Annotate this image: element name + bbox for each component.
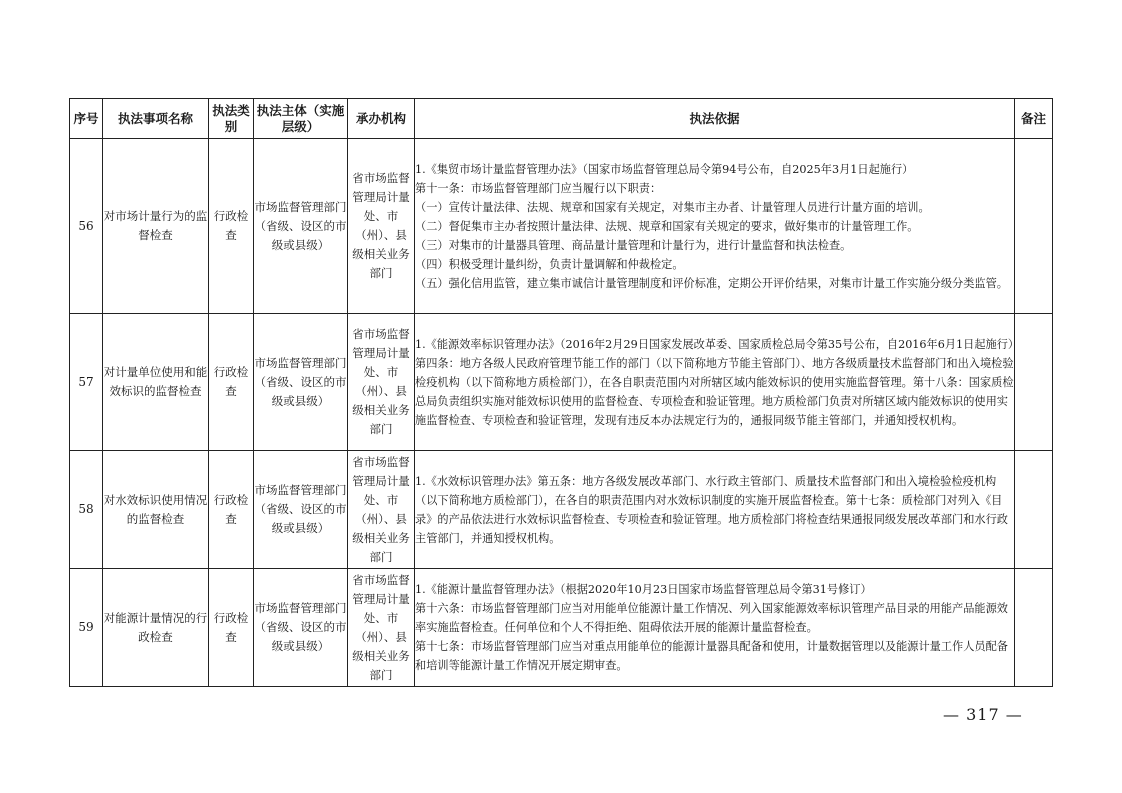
basis-paragraph: 1.《能源效率标识管理办法》（2016年2月29日国家发展改革委、国家质检总局令第35号公布，自2016年6月1日起施行） <box>415 337 1020 351</box>
cell-basis <box>415 314 1020 451</box>
cell-agency: 省市场监督管理局计量处、市（州）、县级相关业务部门 <box>348 139 415 314</box>
header-category: 执法类别 <box>209 99 254 139</box>
cell-category: 行政检查 <box>209 451 254 569</box>
cell-remark <box>1015 569 1053 687</box>
table-row <box>70 569 1053 687</box>
basis-paragraph: 第十六条：市场监督管理部门应当对用能单位能源计量工作情况、列入国家能源效率标识管理产品目录的用能产品能源效率实施监督检查。任何单位和个人不得拒绝、阻碍依法开展的能源计量监督检查。 <box>415 602 1008 634</box>
cell-seq: 57 <box>70 314 103 451</box>
table-row <box>70 451 1053 569</box>
cell-basis <box>415 451 1015 569</box>
page-number: — 317 — <box>943 705 1023 724</box>
cell-name: 对计量单位使用和能效标识的监督检查 <box>103 314 209 451</box>
basis-paragraph: （五）强化信用监管，建立集市诚信计量管理制度和评价标准，定期公开评价结果，对集市计量工作实施分级分类监管。 <box>415 276 1008 290</box>
cell-seq: 58 <box>70 451 103 569</box>
table-header-row <box>70 99 1053 139</box>
cell-remark <box>1015 451 1053 569</box>
cell-agency: 省市场监督管理局计量处、市（州）、县级相关业务部门 <box>348 451 415 569</box>
table-row <box>70 139 1053 314</box>
cell-seq: 59 <box>70 569 103 687</box>
cell-name: 对能源计量情况的行政检查 <box>103 569 209 687</box>
basis-paragraph: （三）对集市的计量器具管理、商品量计量管理和计量行为，进行计量监督和执法检查。 <box>415 238 852 252</box>
cell-name: 对市场计量行为的监督检查 <box>103 139 209 314</box>
basis-paragraph: 第四条：地方各级人民政府管理节能工作的部门（以下简称地方节能主管部门）、地方各级质量技术监督部门和出入境检验检疫机构（以下简称地方质检部门），在各自职责范围内对所辖区域内能效标识的使用实施监督管理。第十八条：国家质检总局负责组织实施对能效标识使用的监督检查、专项检查和验证管理。地方质检部门负责对所辖区域内能效标识的使用实施监督检查、专项检查和验证管理，发现有违反本办法规定行为的，通报同级节能主管部门，并通知授权机构。 <box>415 356 1014 427</box>
cell-category: 行政检查 <box>209 314 254 451</box>
basis-paragraph: 1.《集贸市场计量监督管理办法》（国家市场监督管理总局令第94号公布，自2025年3月1日起施行） <box>415 162 914 176</box>
cell-category: 行政检查 <box>209 139 254 314</box>
cell-name: 对水效标识使用情况的监督检查 <box>103 451 209 569</box>
header-seq: 序号 <box>70 99 103 139</box>
basis-paragraph: （一）宣传计量法律、法规、规章和国家有关规定，对集市主办者、计量管理人员进行计量方面的培训。 <box>415 200 930 214</box>
header-subject: 执法主体（实施层级） <box>254 99 348 139</box>
cell-remark <box>1015 139 1053 314</box>
header-remark: 备注 <box>1015 99 1053 139</box>
cell-subject: 市场监督管理部门（省级、设区的市级或县级） <box>254 569 348 687</box>
cell-remark <box>1015 314 1053 451</box>
basis-paragraph: （二）督促集市主办者按照计量法律、法规、规章和国家有关规定的要求，做好集市的计量管理工作。 <box>415 219 919 233</box>
header-agency: 承办机构 <box>348 99 415 139</box>
cell-subject: 市场监督管理部门（省级、设区的市级或县级） <box>254 451 348 569</box>
cell-subject: 市场监督管理部门（省级、设区的市级或县级） <box>254 139 348 314</box>
basis-paragraph: （四）积极受理计量纠纷，负责计量调解和仲裁检定。 <box>415 257 684 271</box>
header-name: 执法事项名称 <box>103 99 209 139</box>
header-basis: 执法依据 <box>415 99 1015 139</box>
cell-seq: 56 <box>70 139 103 314</box>
basis-paragraph: 第十一条：市场监督管理部门应当履行以下职责： <box>415 181 662 195</box>
cell-category: 行政检查 <box>209 569 254 687</box>
basis-paragraph: 第十七条：市场监督管理部门应当对重点用能单位的能源计量器具配备和使用，计量数据管理以及能源计量工作人员配备和培训等能源计量工作情况开展定期审查。 <box>415 640 1008 672</box>
cell-agency: 省市场监督管理局计量处、市（州）、县级相关业务部门 <box>348 569 415 687</box>
table-row <box>70 314 1053 451</box>
cell-basis <box>415 569 1015 687</box>
cell-basis <box>415 139 1015 314</box>
basis-paragraph: 1.《水效标识管理办法》第五条：地方各级发展改革部门、水行政主管部门、质量技术监督部门和出入境检验检疫机构（以下简称地方质检部门），在各自的职责范围内对水效标识制度的实施开展监督检查。第十七条：质检部门对列入《目录》的产品依法进行水效标识监督检查、专项检查和验证管理。地方质检部门将检查结果通报同级发展改革部门和水行政主管部门，并通知授权机构。 <box>415 474 1008 545</box>
basis-paragraph: 1.《能源计量监督管理办法》（根据2020年10月23日国家市场监督管理总局令第31号修订） <box>415 583 872 596</box>
enforcement-table <box>69 98 1053 687</box>
cell-agency: 省市场监督管理局计量处、市（州）、县级相关业务部门 <box>348 314 415 451</box>
cell-subject: 市场监督管理部门（省级、设区的市级或县级） <box>254 314 348 451</box>
